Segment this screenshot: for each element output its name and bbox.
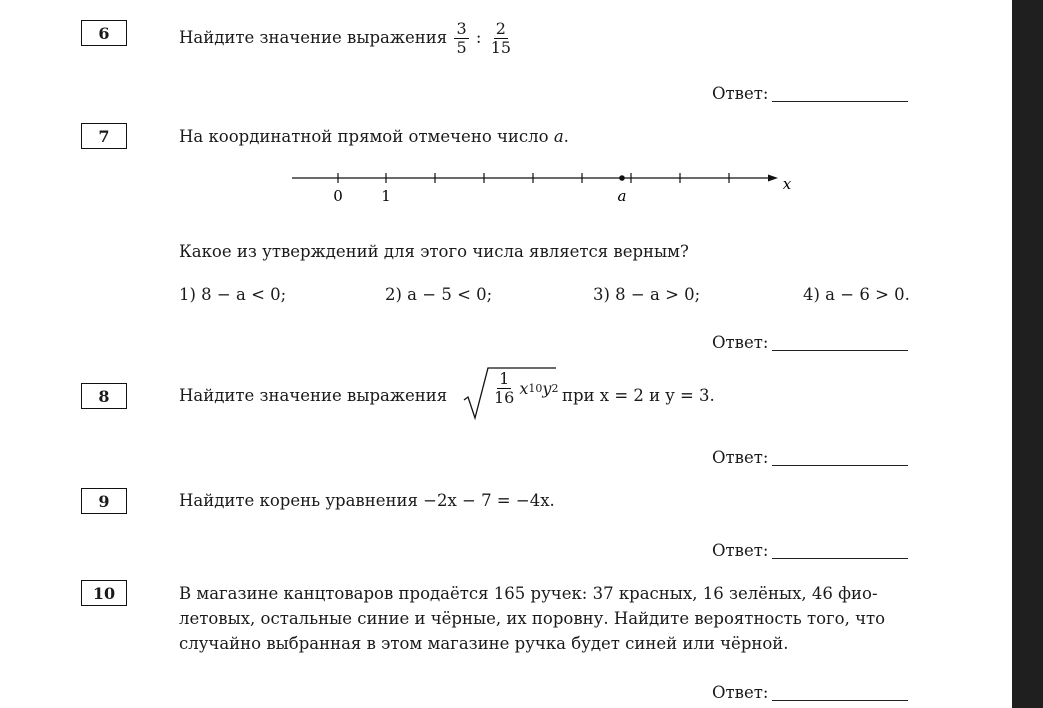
task-6-prefix: Найдите значение выражения [179,28,448,47]
task-9-number: 9 [81,488,127,514]
answer-line[interactable] [772,557,908,559]
task-10-number: 10 [81,580,127,606]
task-10-line-3: случайно выбранная в этом магазине ручка будет синей или чёрной. [179,634,789,653]
option-1[interactable]: 1) 8 − a < 0; [179,285,287,304]
fraction-2-15: $\frac{2}{15}$ [490,19,512,57]
option-4[interactable]: 4) a − 6 > 0. [803,285,910,304]
divide-sign: : [475,28,482,47]
task-8-suffix: при x = 2 и y = 3. [562,386,715,405]
answer-line[interactable] [772,349,908,351]
task-6-text [179,20,515,57]
label-x: x [782,175,792,193]
task-10-text [179,581,914,656]
option-2[interactable]: 2) a − 5 < 0; [385,285,493,304]
task-6-answer[interactable]: Ответ: [712,84,908,103]
answer-line[interactable] [772,100,908,102]
dark-side-bar [1012,0,1043,708]
task-10-line-1: В магазине канцтоваров продаётся 165 ручек: 37 красных, 16 зелёных, 46 фио- [179,584,878,603]
option-3[interactable]: 3) 8 − a > 0; [593,285,701,304]
arrow-head-icon [768,175,778,182]
task-10-line-2: летовых, остальные синие и чёрные, их поровну. Найдите вероятность того, что [179,609,886,628]
fraction-3-5: $\frac{3}{5}$ [456,19,467,57]
point-a-dot [619,175,625,181]
label-zero: 0 [333,187,343,205]
fraction-1-16: $\frac{1}{16}$ [494,369,515,407]
label-a: a [617,187,627,205]
answer-line[interactable] [772,464,908,466]
task-7-number: 7 [81,123,127,149]
task-7-question: Какое из утверждений для этого числа является верным? [179,242,689,261]
task-8-expression: $\frac{1}{16}$ x 10 y 2 [494,369,559,407]
task-7-answer[interactable]: Ответ: [712,333,908,352]
task-7-intro: На координатной прямой отмечено число a. [179,127,569,146]
task-6-number: 6 [81,20,127,46]
number-line [290,168,810,208]
task-9-answer[interactable]: Ответ: [712,541,908,560]
task-9-text: Найдите корень уравнения −2x − 7 = −4x. [179,491,555,510]
task-10-answer[interactable]: Ответ: [712,683,908,702]
task-8-prefix: Найдите значение выражения [179,386,448,405]
task-8-answer[interactable]: Ответ: [712,448,908,467]
answer-line[interactable] [772,699,908,701]
task-8-number: 8 [81,383,127,409]
label-one: 1 [381,187,391,205]
